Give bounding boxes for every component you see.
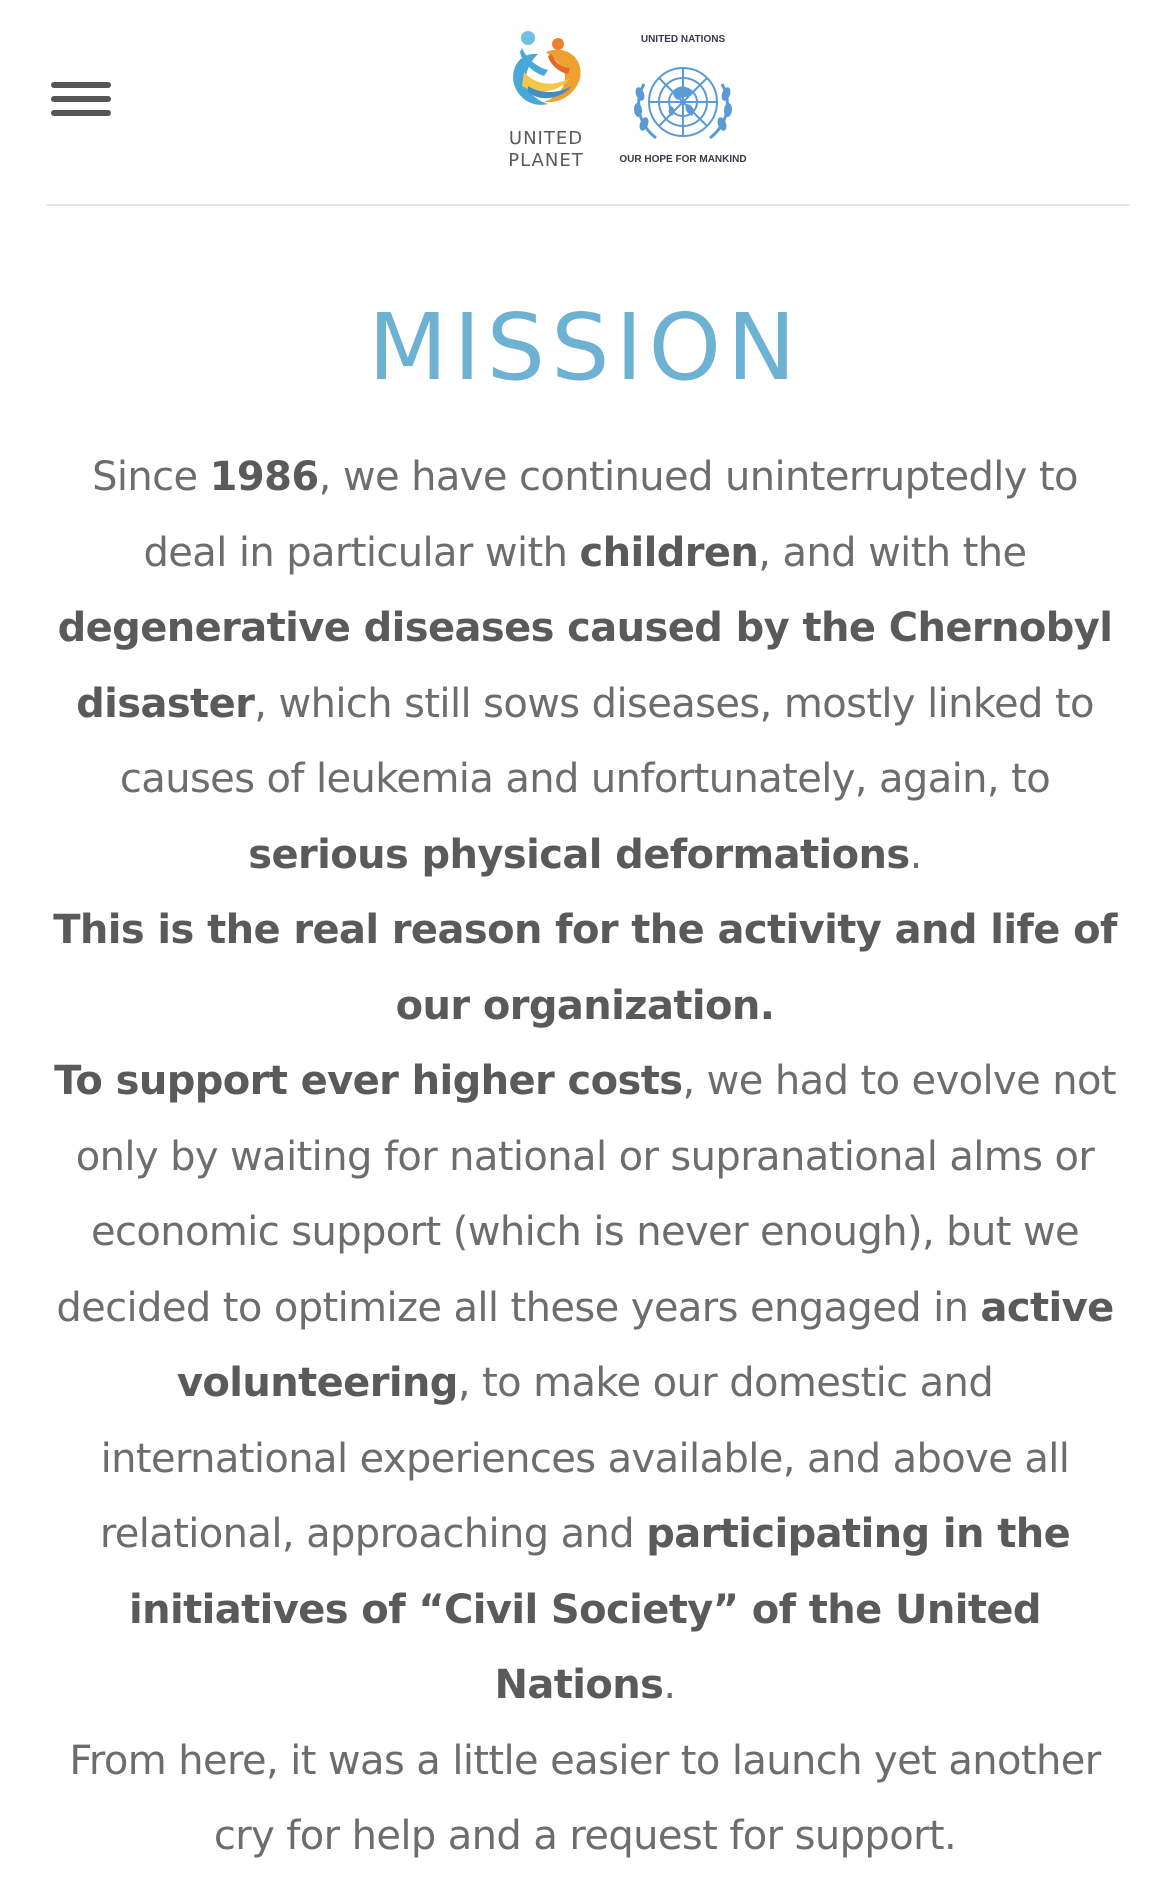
p1-bold-year: 1986 [209,454,319,500]
un-emblem-icon [630,54,736,150]
header-divider [46,204,1130,206]
menu-bar-middle [51,96,111,102]
united-nations-logo[interactable] [608,28,758,178]
p1-bold-diseases: degenerative diseases caused by the Chernobyl disaster [57,605,1113,727]
p2-bold-reason: This is the real reason for the activity and life of our organization. [53,907,1117,1029]
p1-text-i: . [909,831,922,878]
site-header [0,0,1170,206]
p3-bold-civil-society: participating in the initiatives of “Civil Society” of the United Nations [129,1511,1071,1708]
un-logo-bottom-text: OUR HOPE FOR MANKIND [619,154,747,165]
p3-bold-volunteering: active volunteering [176,1284,1114,1406]
p1-text-e: , and with the [758,529,1027,576]
hamburger-menu-icon[interactable] [46,74,112,124]
p3-text-b: , we had to evolve not only by waiting for national or supranational alms or economic support (which is never enough), but we decided to optimize all these years engaged in [56,1058,1116,1331]
mission-paragraph-3 [50,1044,1120,1724]
united-planet-line2: PLANET [508,150,584,171]
p1-bold-deformations: serious physical deformations [248,831,910,878]
mission-paragraph-4: From here, it was a little easier to launch yet another cry for help and a request for support. [69,1737,1101,1859]
page-title: MISSION [368,294,802,401]
p1-text-a: Since [92,454,210,500]
menu-bar-bottom [51,110,111,116]
mission-paragraph-2 [50,893,1120,1044]
mission-paragraph-1 [50,440,1120,893]
mission-text [50,440,1120,1875]
p1-text-g: , which still sows diseases, mostly linked to causes of leukemia and unfortunately, again, to [119,680,1094,802]
united-planet-emblem-icon [508,28,584,114]
un-logo-top-text: UNITED NATIONS [640,34,726,45]
united-planet-logo[interactable] [506,28,586,178]
p1-bold-children: children [579,529,759,576]
p3-text-f: . [663,1662,676,1708]
p3-bold-costs: To support ever higher costs [54,1058,683,1104]
united-planet-line1: UNITED [508,128,584,149]
p3-text-d: , to make our domestic and international experiences available, and above all relational, approaching and [99,1360,1070,1557]
menu-bar-top [51,82,111,88]
p1-text-c: , we have continued uninterruptedly to deal in particular with [143,454,1078,576]
